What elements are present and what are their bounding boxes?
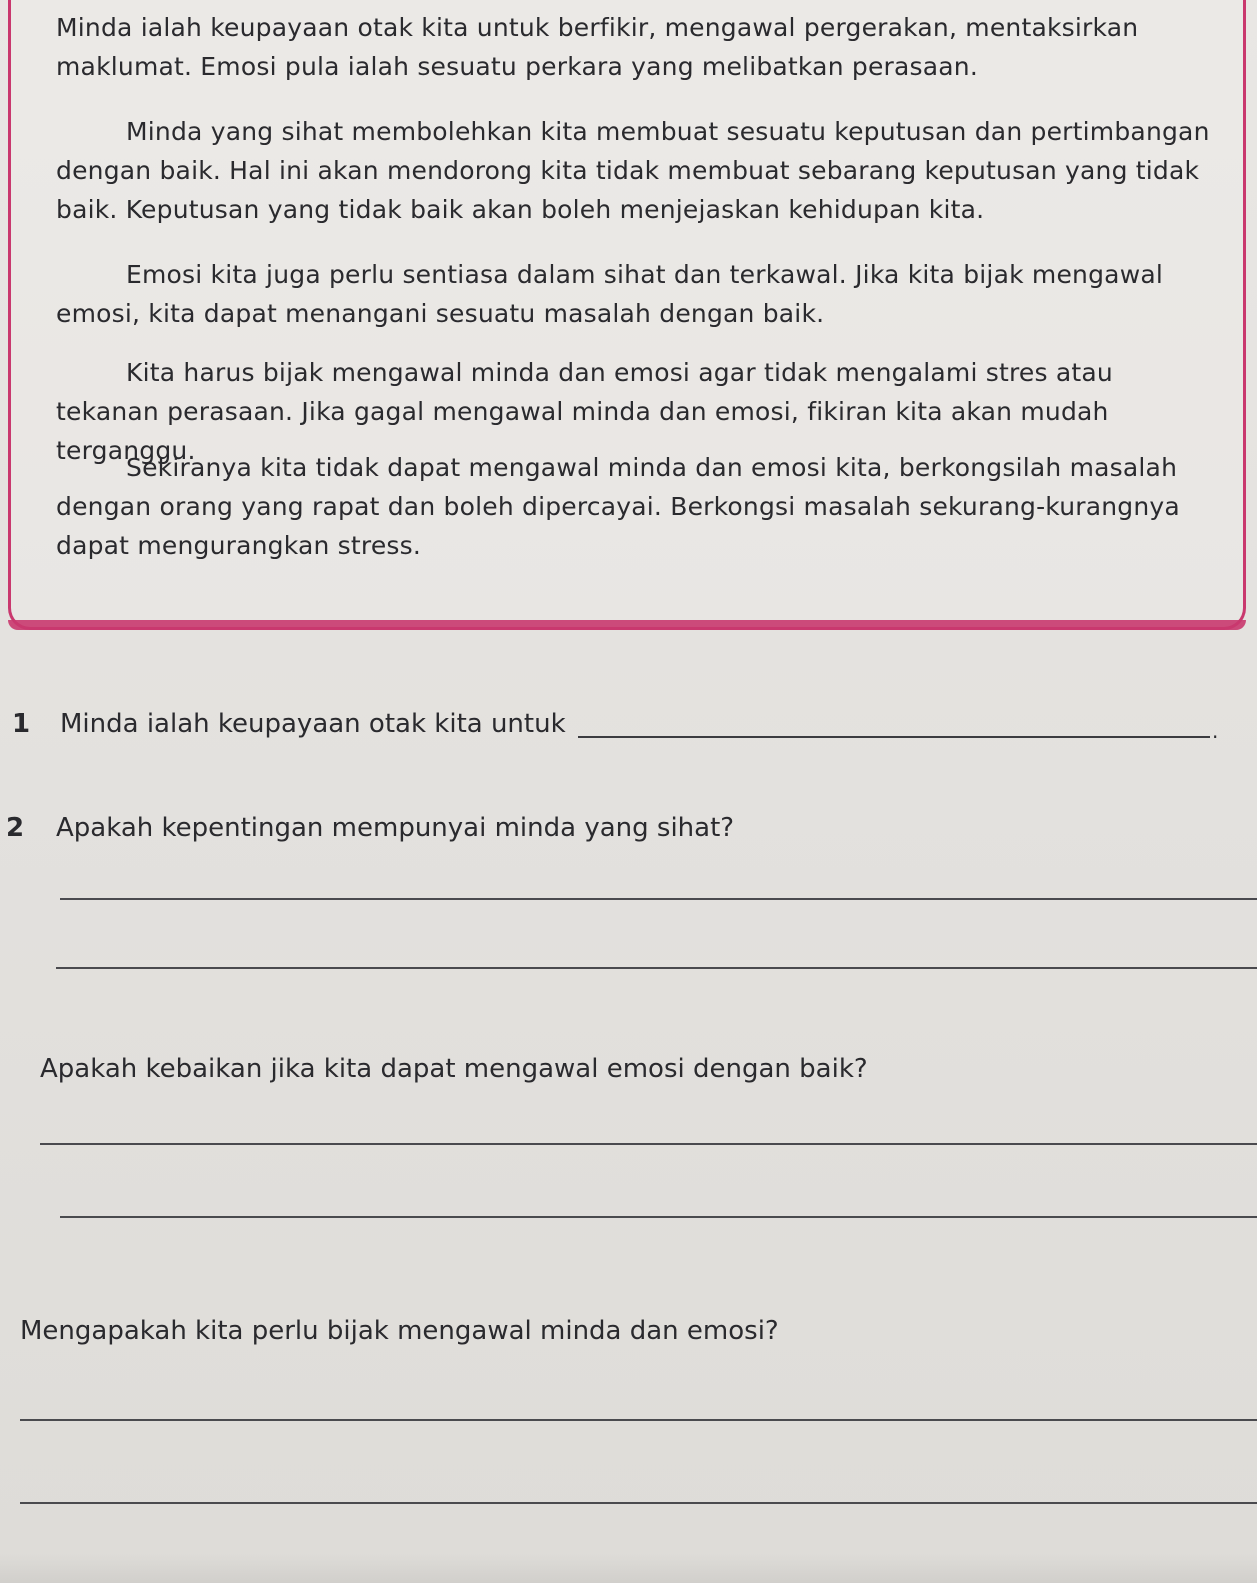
passage-text-2: Minda yang sihat membolehkan kita membuat sesuatu keputusan dan pertimbangan dengan baik. Hal ini akan mendorong kita tidak membuat sebarang keputusan yang tidak baik. Keputusan yang tidak baik akan boleh menjejaskan kehidupan kita. [56,117,1210,224]
passage-text-1: Minda ialah keupayaan otak kita untuk berfikir, mengawal pergerakan, mentaksirkan maklumat. Emosi pula ialah sesuatu perkara yang melibatkan perasaan. [56,13,1139,81]
question-1-text: Minda ialah keupayaan otak kita untuk [60,709,566,739]
question-3-answer-line-2[interactable] [60,1216,1257,1218]
question-4-text: Mengapakah kita perlu bijak mengawal minda dan emosi? [20,1316,779,1346]
question-3-answer-line-1[interactable] [40,1143,1257,1145]
passage-text-3: Emosi kita juga perlu sentiasa dalam sihat dan terkawal. Jika kita bijak mengawal emosi, kita dapat menangani sesuatu masalah dengan baik. [56,260,1164,328]
question-4-answer-line-1[interactable] [20,1419,1257,1421]
passage-paragraph-3 [56,255,1221,333]
question-1-answer-blank[interactable] [578,736,1210,738]
passage-text-5: Sekiranya kita tidak dapat mengawal minda dan emosi kita, berkongsilah masalah dengan orang yang rapat dan boleh dipercayai. Berkongsi masalah sekurang-kurangnya dapat mengurangkan stress. [56,453,1180,560]
passage-text-4: Kita harus bijak mengawal minda dan emosi agar tidak mengalami stres atau tekanan perasaan. Jika gagal mengawal minda dan emosi, fikiran kita akan mudah terganggu. [56,358,1113,465]
question-1-number: 1 [12,709,31,739]
question-1-period: . [1212,719,1219,743]
page-bottom-shadow [0,1553,1257,1583]
question-2-number: 2 [6,813,25,843]
question-3-text: Apakah kebaikan jika kita dapat mengawal emosi dengan baik? [40,1054,868,1084]
passage-paragraph-1 [56,8,1221,86]
question-4-answer-line-2[interactable] [20,1502,1257,1504]
passage-paragraph-5 [56,448,1221,565]
passage-paragraph-2 [56,112,1221,229]
question-2-answer-line-1[interactable] [60,898,1257,900]
question-2-answer-line-2[interactable] [56,967,1257,969]
question-2-text: Apakah kepentingan mempunyai minda yang sihat? [56,813,735,843]
